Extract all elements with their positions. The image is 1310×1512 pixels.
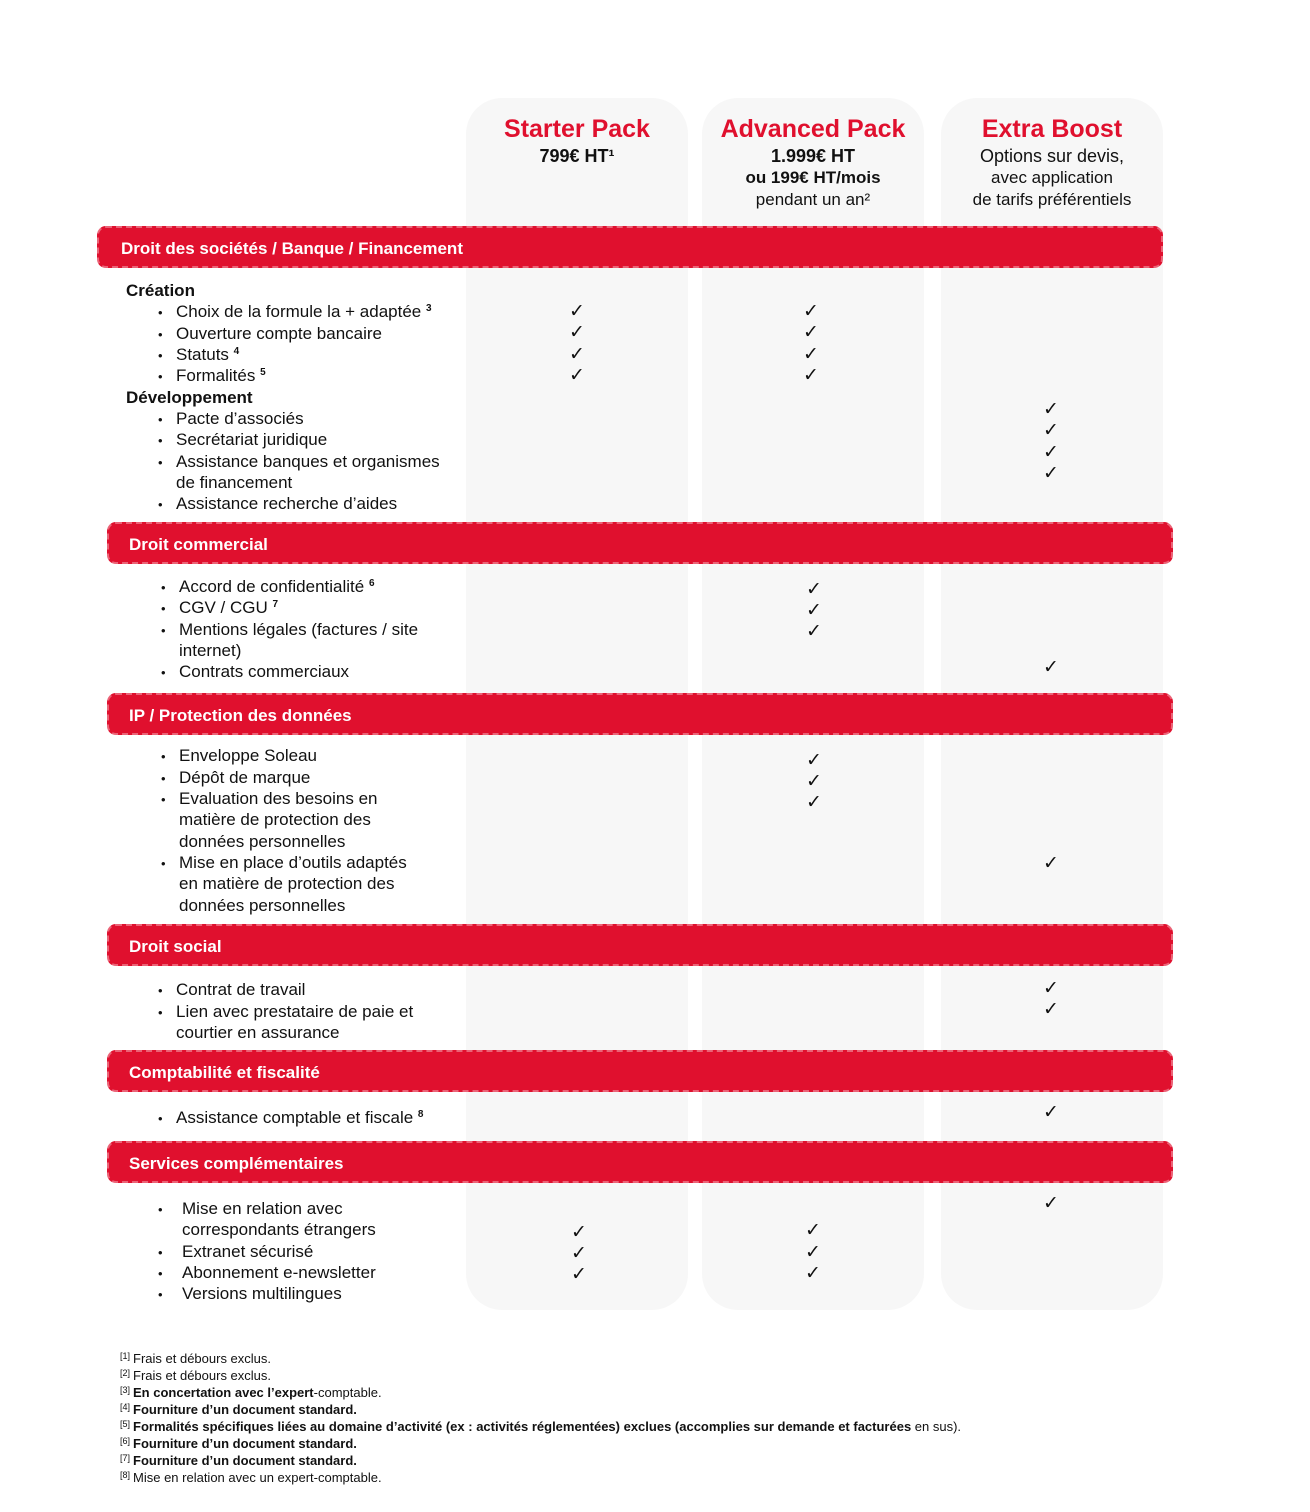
advanced-pack-header xyxy=(702,115,924,211)
list-item: Enveloppe Soleau xyxy=(179,746,318,765)
list-item: Contrat de travail xyxy=(176,980,306,999)
footnote: [4] Fourniture d’un document standard. xyxy=(120,1402,357,1417)
pack-price: 799€ HT¹ xyxy=(539,146,615,166)
extra-boost-header xyxy=(941,115,1163,211)
check-icon: ✓ xyxy=(1043,656,1059,678)
list-item: Extranet sécurisé xyxy=(182,1242,314,1261)
list-item-continued: courtier en assurance xyxy=(176,1023,340,1042)
pack-subtitle: Options sur devis, xyxy=(979,146,1125,166)
check-icon: ✓ xyxy=(571,1221,587,1243)
bullet: • xyxy=(158,455,163,470)
bullet: • xyxy=(161,792,166,807)
pack-duration: pendant un an² xyxy=(755,190,871,209)
list-item-continued: en matière de protection des xyxy=(179,874,395,893)
bullet: • xyxy=(158,1202,163,1217)
check-icon: ✓ xyxy=(806,599,822,621)
footnote: [6] Fourniture d’un document standard. xyxy=(120,1436,357,1451)
list-item: Secrétariat juridique xyxy=(176,430,328,449)
section-title: Droit des sociétés / Banque / Financement xyxy=(121,239,463,258)
bullet: • xyxy=(158,1287,163,1302)
footnote: [1] Frais et débours exclus. xyxy=(120,1351,272,1366)
footnote: [5] Formalités spécifiques liées au domaine d’activité (ex : activités réglementées) exclues (accomplies sur demande et facturées en sus). xyxy=(120,1419,962,1434)
list-item: Evaluation des besoins en xyxy=(179,789,378,808)
check-icon: ✓ xyxy=(569,300,585,322)
check-icon: ✓ xyxy=(1043,419,1059,441)
check-icon: ✓ xyxy=(805,1219,821,1241)
list-item: Pacte d’associés xyxy=(176,409,304,428)
list-item: Assistance comptable et fiscale $^8$ xyxy=(176,1108,424,1127)
list-item: Formalités $^5$ xyxy=(176,366,266,385)
check-icon: ✓ xyxy=(1043,462,1059,484)
list-item: Mise en relation avec xyxy=(182,1199,343,1218)
list-item: Ouverture compte bancaire xyxy=(176,324,382,343)
section-title: IP / Protection des données xyxy=(129,706,352,725)
check-icon: ✓ xyxy=(806,749,822,771)
bullet: • xyxy=(161,771,166,786)
section-band xyxy=(107,1050,1173,1092)
list-item-continued: données personnelles xyxy=(179,832,346,851)
section-band xyxy=(97,226,1163,268)
bullet: • xyxy=(161,749,166,764)
check-icon: ✓ xyxy=(806,578,822,600)
pack-price-monthly: ou 199€ HT/mois xyxy=(745,168,881,187)
pack-title: Advanced Pack xyxy=(720,115,906,143)
check-icon: ✓ xyxy=(571,1263,587,1285)
section-band xyxy=(107,693,1173,735)
bullet: • xyxy=(158,305,163,320)
check-icon: ✓ xyxy=(1043,1192,1059,1214)
bullet: • xyxy=(158,412,163,427)
list-item: Versions multilingues xyxy=(182,1284,342,1303)
check-icon: ✓ xyxy=(569,321,585,343)
check-icon: ✓ xyxy=(806,770,822,792)
pack-price: 1.999€ HT xyxy=(770,146,856,166)
list-item-continued: correspondants étrangers xyxy=(182,1220,376,1239)
section-band xyxy=(107,924,1173,966)
check-icon: ✓ xyxy=(806,791,822,813)
section-title: Droit social xyxy=(129,937,222,956)
check-icon: ✓ xyxy=(803,300,819,322)
bullet: • xyxy=(158,983,163,998)
list-item: Assistance recherche d’aides xyxy=(176,494,398,513)
pack-title: Extra Boost xyxy=(981,115,1123,143)
subhead-developpement: Développement xyxy=(126,388,253,407)
check-icon: ✓ xyxy=(1043,977,1059,999)
check-icon: ✓ xyxy=(1043,1101,1059,1123)
pack-subtitle: de tarifs préférentiels xyxy=(972,190,1132,209)
check-icon: ✓ xyxy=(1043,441,1059,463)
list-item-continued: données personnelles xyxy=(179,896,346,915)
list-item-continued: internet) xyxy=(179,641,242,660)
list-item-continued: matière de protection des xyxy=(179,810,371,829)
footnote: [3] En concertation avec l’expert-comptable. xyxy=(120,1385,382,1400)
list-item-continued: de financement xyxy=(176,473,293,492)
list-item: Contrats commerciaux xyxy=(179,662,350,681)
footnote: [8] Mise en relation avec un expert-comptable. xyxy=(120,1470,382,1485)
bullet: • xyxy=(158,1245,163,1260)
section-title: Services complémentaires xyxy=(129,1154,344,1173)
list-item: Accord de confidentialité $^6$ xyxy=(179,577,375,596)
list-item: Statuts $^4$ xyxy=(176,345,240,364)
list-item: Abonnement e-newsletter xyxy=(182,1263,376,1282)
section-band xyxy=(107,522,1173,564)
bullet: • xyxy=(158,348,163,363)
pack-title: Starter Pack xyxy=(504,115,650,143)
check-icon: ✓ xyxy=(1043,398,1059,420)
pack-subtitle: avec application xyxy=(991,168,1113,187)
bullet: • xyxy=(161,623,166,638)
list-item: Mise en place d’outils adaptés xyxy=(179,853,407,872)
bullet: • xyxy=(161,665,166,680)
footnote: [2] Frais et débours exclus. xyxy=(120,1368,272,1383)
bullet: • xyxy=(158,1266,163,1281)
section-title: Comptabilité et fiscalité xyxy=(129,1063,320,1082)
section-title: Droit commercial xyxy=(129,535,268,554)
check-icon: ✓ xyxy=(571,1242,587,1264)
check-icon: ✓ xyxy=(805,1241,821,1263)
bullet: • xyxy=(158,327,163,342)
bullet: • xyxy=(158,1005,163,1020)
list-item: CGV / CGU $^7$ xyxy=(179,598,279,617)
check-icon: ✓ xyxy=(569,364,585,386)
section-band xyxy=(107,1141,1173,1183)
bullet: • xyxy=(158,497,163,512)
bullet: • xyxy=(158,369,163,384)
check-icon: ✓ xyxy=(803,364,819,386)
check-icon: ✓ xyxy=(569,343,585,365)
list-item: Lien avec prestataire de paie et xyxy=(176,1002,414,1021)
bullet: • xyxy=(158,1111,163,1126)
list-item: Choix de la formule la + adaptée $^3$ xyxy=(176,302,432,321)
list-item: Assistance banques et organismes xyxy=(176,452,440,471)
list-item: Mentions légales (factures / site xyxy=(179,620,419,639)
check-icon: ✓ xyxy=(803,321,819,343)
check-icon: ✓ xyxy=(1043,852,1059,874)
check-icon: ✓ xyxy=(1043,998,1059,1020)
check-icon: ✓ xyxy=(805,1262,821,1284)
bullet: • xyxy=(161,856,166,871)
bullet: • xyxy=(158,433,163,448)
check-icon: ✓ xyxy=(803,343,819,365)
list-item: Dépôt de marque xyxy=(179,768,311,787)
starter-pack-header xyxy=(466,115,688,167)
footnote: [7] Fourniture d’un document standard. xyxy=(120,1453,357,1468)
bullet: • xyxy=(161,580,166,595)
subhead-creation: Création xyxy=(126,281,195,300)
check-icon: ✓ xyxy=(806,620,822,642)
bullet: • xyxy=(161,601,166,616)
